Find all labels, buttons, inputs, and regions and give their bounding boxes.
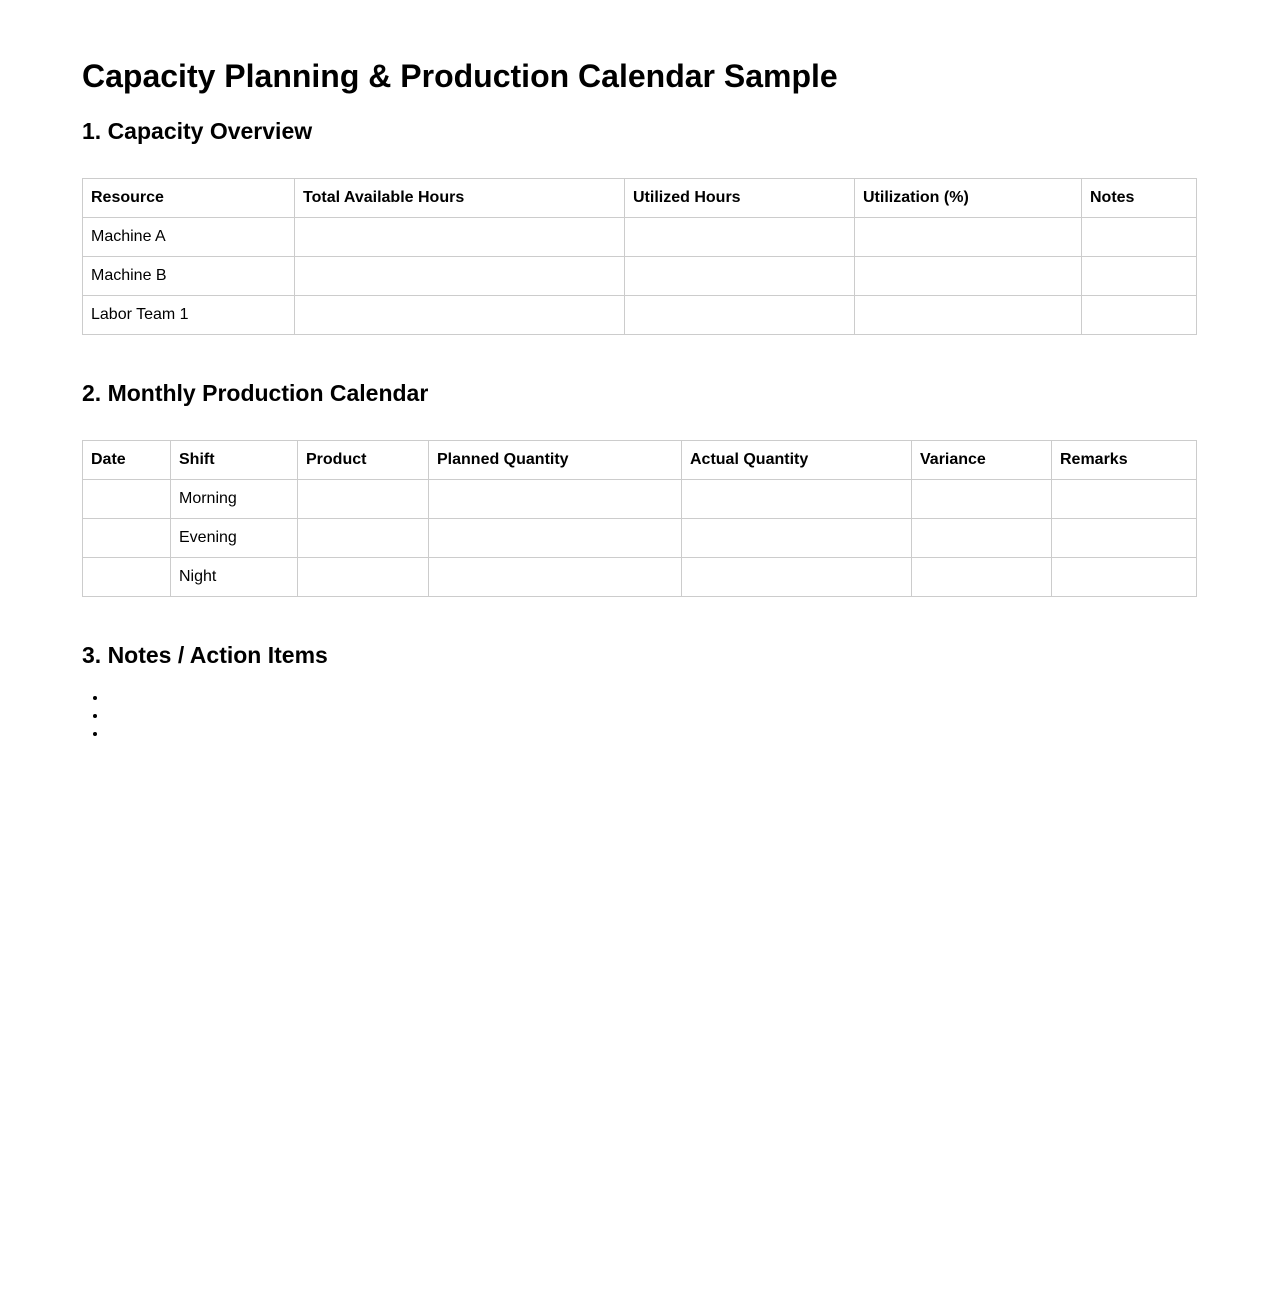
table-cell[interactable] <box>295 218 625 257</box>
header-cell: Remarks <box>1052 441 1197 480</box>
header-cell: Notes <box>1082 179 1197 218</box>
table-cell[interactable] <box>83 480 171 519</box>
section-heading-capacity: 1. Capacity Overview <box>82 118 313 144</box>
table-cell[interactable]: Night <box>171 558 298 597</box>
table-cell[interactable] <box>682 480 912 519</box>
capacity-overview-table <box>82 178 1197 335</box>
header-cell: Date <box>83 441 171 480</box>
table-cell[interactable] <box>1082 257 1197 296</box>
table-cell[interactable] <box>295 296 625 335</box>
table-cell[interactable] <box>1082 218 1197 257</box>
table-cell[interactable]: Machine A <box>83 218 295 257</box>
table-cell[interactable] <box>1052 558 1197 597</box>
table-row <box>83 519 1197 558</box>
table-cell[interactable] <box>429 558 682 597</box>
table-cell[interactable] <box>912 480 1052 519</box>
table-cell[interactable] <box>298 558 429 597</box>
header-cell: Shift <box>171 441 298 480</box>
table-cell[interactable] <box>1082 296 1197 335</box>
table-cell[interactable] <box>1052 480 1197 519</box>
table-cell[interactable] <box>625 257 855 296</box>
page-title: Capacity Planning & Production Calendar Sample <box>82 58 838 94</box>
header-cell: Resource <box>83 179 295 218</box>
table-row <box>83 296 1197 335</box>
table-header-row <box>83 179 1197 218</box>
table-cell[interactable] <box>625 296 855 335</box>
action-items-list <box>82 689 108 743</box>
table-cell[interactable] <box>682 558 912 597</box>
header-cell: Planned Quantity <box>429 441 682 480</box>
table-row <box>83 558 1197 597</box>
header-cell: Utilized Hours <box>625 179 855 218</box>
header-cell: Variance <box>912 441 1052 480</box>
table-cell[interactable] <box>298 480 429 519</box>
table-cell[interactable]: Evening <box>171 519 298 558</box>
table-header-row <box>83 441 1197 480</box>
table-cell[interactable] <box>298 519 429 558</box>
table-cell[interactable] <box>682 519 912 558</box>
table-cell[interactable] <box>83 519 171 558</box>
table-row <box>83 480 1197 519</box>
table-cell[interactable]: Morning <box>171 480 298 519</box>
table-cell[interactable] <box>625 218 855 257</box>
table-row <box>83 218 1197 257</box>
table-cell[interactable] <box>429 519 682 558</box>
table-cell[interactable]: Labor Team 1 <box>83 296 295 335</box>
header-cell: Total Available Hours <box>295 179 625 218</box>
header-cell: Actual Quantity <box>682 441 912 480</box>
table-cell[interactable] <box>429 480 682 519</box>
table-cell[interactable] <box>295 257 625 296</box>
table-cell[interactable] <box>855 218 1082 257</box>
table-cell[interactable] <box>855 296 1082 335</box>
table-cell[interactable] <box>912 558 1052 597</box>
header-cell: Utilization (%) <box>855 179 1082 218</box>
table-cell[interactable] <box>83 558 171 597</box>
table-cell[interactable] <box>912 519 1052 558</box>
table-row <box>83 257 1197 296</box>
header-cell: Product <box>298 441 429 480</box>
table-cell[interactable] <box>855 257 1082 296</box>
section-heading-notes: 3. Notes / Action Items <box>82 642 328 668</box>
production-calendar-table <box>82 440 1197 597</box>
table-cell[interactable]: Machine B <box>83 257 295 296</box>
section-heading-calendar: 2. Monthly Production Calendar <box>82 380 429 406</box>
table-cell[interactable] <box>1052 519 1197 558</box>
